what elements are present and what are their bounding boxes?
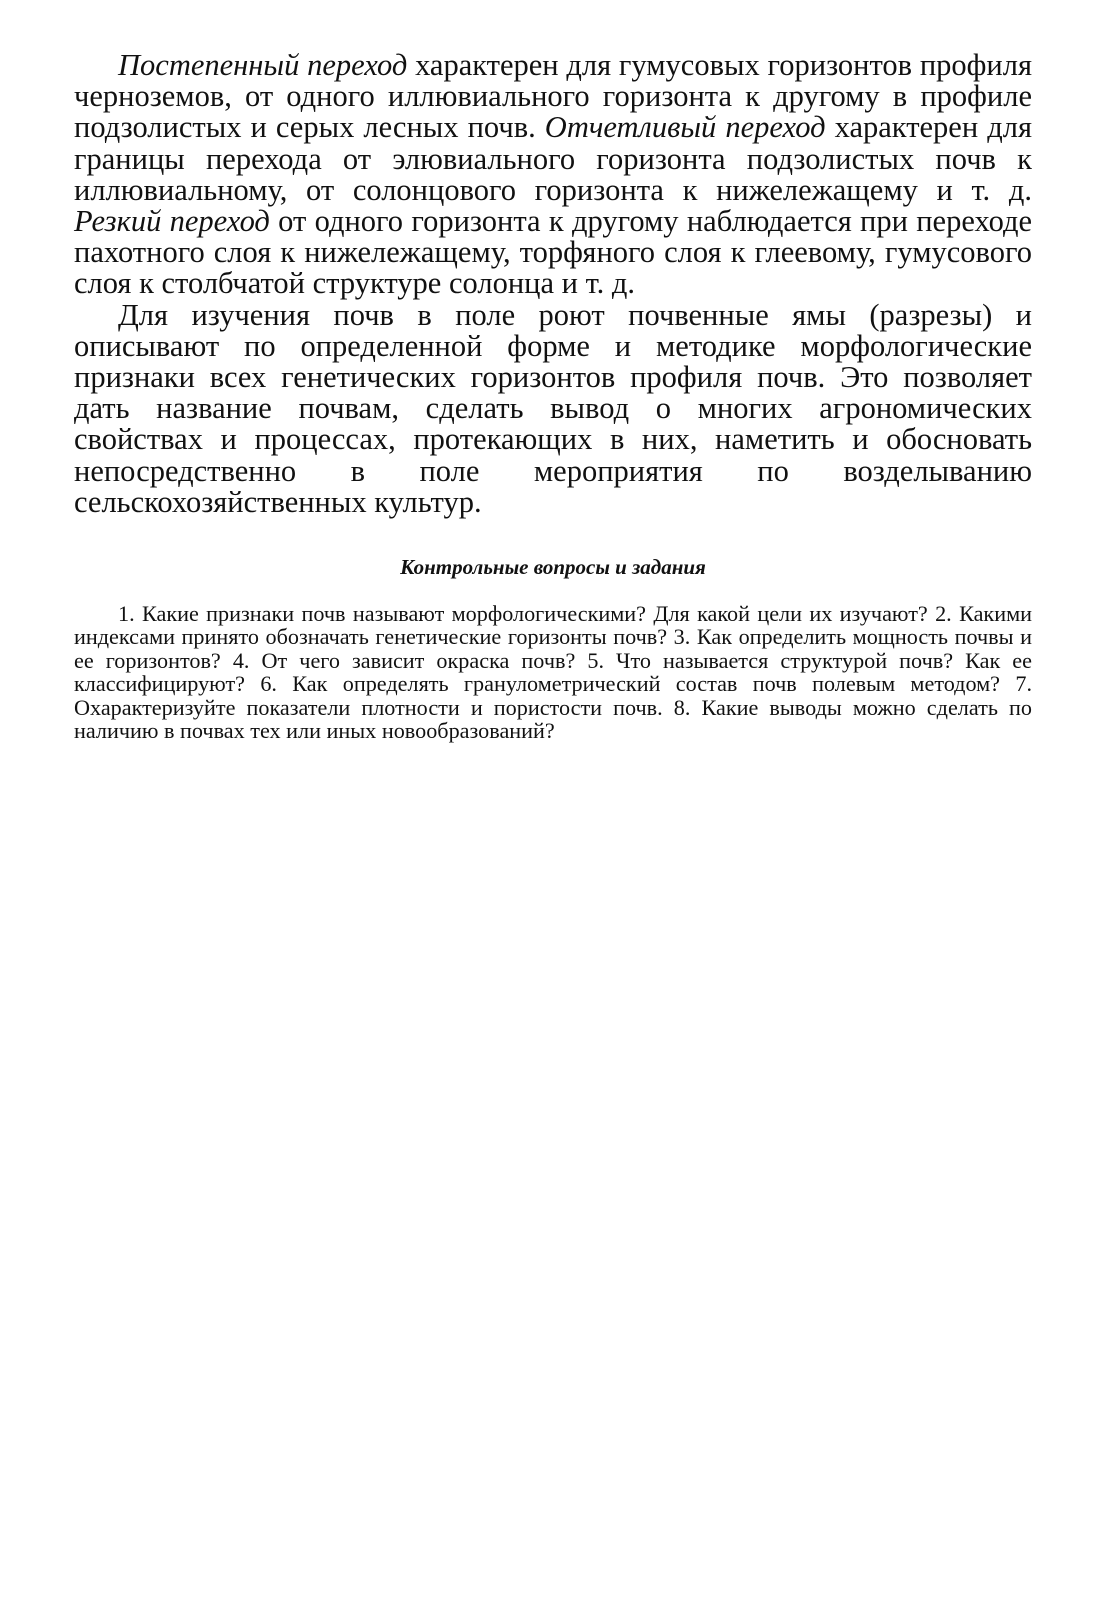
page-content — [74, 50, 1032, 742]
section-heading: Контрольные вопросы и задания — [400, 555, 706, 580]
text-span: от одного горизонта к другому наблюдается при переходе пахотного слоя к нижележащему, торфяного слоя к глеевому, гумусового слоя к столбчатой структуре солонца и т. д. — [74, 204, 1032, 301]
term-gradual-transition: Постепенный переход — [118, 48, 408, 82]
term-sharp-transition: Резкий переход — [74, 204, 270, 239]
text-span: Для изучения почв в поле роют почвенные ямы (разрезы) и описывают по определенной форме и методике морфологические признаки всех генетических горизонтов профиля почв. Это позволяет дать название почвам, сделать вывод о многих агрономических свойствах и процессах, протекающих в них, наметить и обосновать непосредственно в поле мероприятия по возделыванию сельскохозяйственных культур. — [74, 297, 1032, 519]
paragraph-field-study — [74, 297, 1032, 519]
term-distinct-transition: Отчетливый переход — [544, 110, 826, 145]
control-questions: 1. Какие признаки почв называют морфологическими? Для какой цели их изучают? 2. Какими индексами принято обозначать генетические горизонты почв? 3. Как определить мощность почвы и ее горизонтов? 4. От чего зависит окраска почв? 5. Что называется структурой почв? Как ее классифицируют? 6. Как определять гранулометрический состав почв полевым методом? 7. Охарактеризуйте показатели плотности и пористости почв. 8. Какие выводы можно сделать по наличию в почвах тех или иных новообразований? — [74, 601, 1032, 744]
text-span: характерен для гумусовых горизонтов профиля черноземов, от одного иллювиального горизонта к другому в профиле подзолистых и серых лесных почв. — [74, 48, 1032, 145]
text-span: характерен для границы перехода от элювиального горизонта подзолистых почв к иллювиальному, от солонцового горизонта к нижележащему и т. д. — [74, 110, 1032, 207]
paragraph-transitions — [74, 50, 1032, 300]
